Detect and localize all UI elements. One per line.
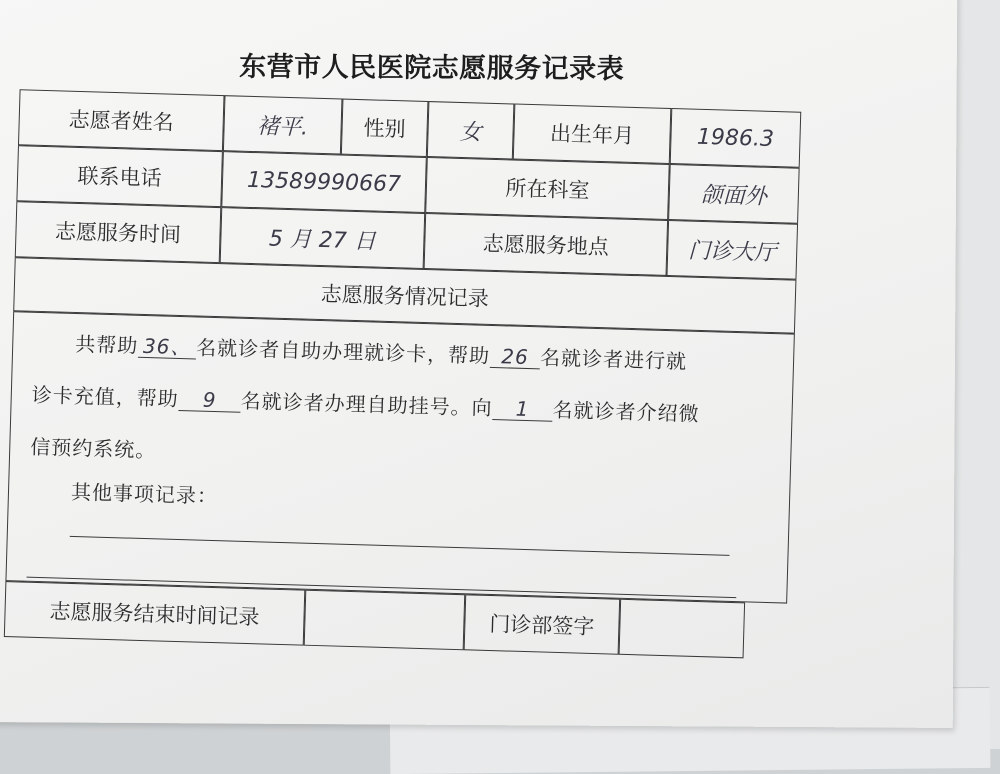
label-birth: 出生年月 bbox=[513, 104, 672, 164]
label-name: 志愿者姓名 bbox=[18, 89, 225, 151]
record-line-2: 诊卡充值，帮助 9 名就诊者办理自助挂号。向 1 名就诊者介绍微 bbox=[31, 382, 700, 426]
count-recharge: 26 bbox=[490, 345, 541, 369]
value-department: 颌面外 bbox=[668, 164, 800, 224]
record-line-1: 共帮助 36、 名就诊者自助办理就诊卡，帮助 26 名就诊者进行就 bbox=[74, 331, 688, 374]
label-gender: 性别 bbox=[341, 99, 429, 157]
value-clinic-sign bbox=[619, 599, 746, 659]
value-end-time-record bbox=[304, 590, 466, 651]
label-department: 所在科室 bbox=[425, 157, 670, 220]
service-record-body bbox=[5, 311, 794, 603]
record-header: 志愿服务情况记录 bbox=[13, 257, 796, 333]
label-service-time: 志愿服务时间 bbox=[15, 201, 222, 263]
count-wechat-intro: 1 bbox=[492, 397, 553, 422]
volunteer-record-table bbox=[4, 89, 802, 667]
count-self-booking: 9 bbox=[178, 388, 241, 413]
value-phone: 13589990667 bbox=[221, 151, 427, 213]
label-service-place: 志愿服务地点 bbox=[424, 213, 669, 276]
value-service-place: 门诊大厅 bbox=[666, 220, 798, 280]
form-title: 东营市人民医院志愿服务记录表 bbox=[239, 51, 625, 85]
label-clinic-sign: 门诊部签字 bbox=[464, 594, 621, 654]
record-line-3: 信预约系统。 bbox=[29, 434, 157, 463]
label-end-time-record: 志愿服务结束时间记录 bbox=[4, 581, 305, 646]
other-matters-line-1 bbox=[70, 536, 730, 556]
value-gender: 女 bbox=[427, 101, 515, 159]
count-registration: 36、 bbox=[138, 335, 197, 360]
value-name: 褚平. bbox=[223, 95, 343, 154]
value-service-time: 5 月 27 日 bbox=[220, 207, 426, 269]
value-birth: 1986.3 bbox=[670, 108, 802, 168]
other-matters-label: 其他事项记录： bbox=[70, 479, 219, 509]
label-phone: 联系电话 bbox=[16, 145, 223, 207]
